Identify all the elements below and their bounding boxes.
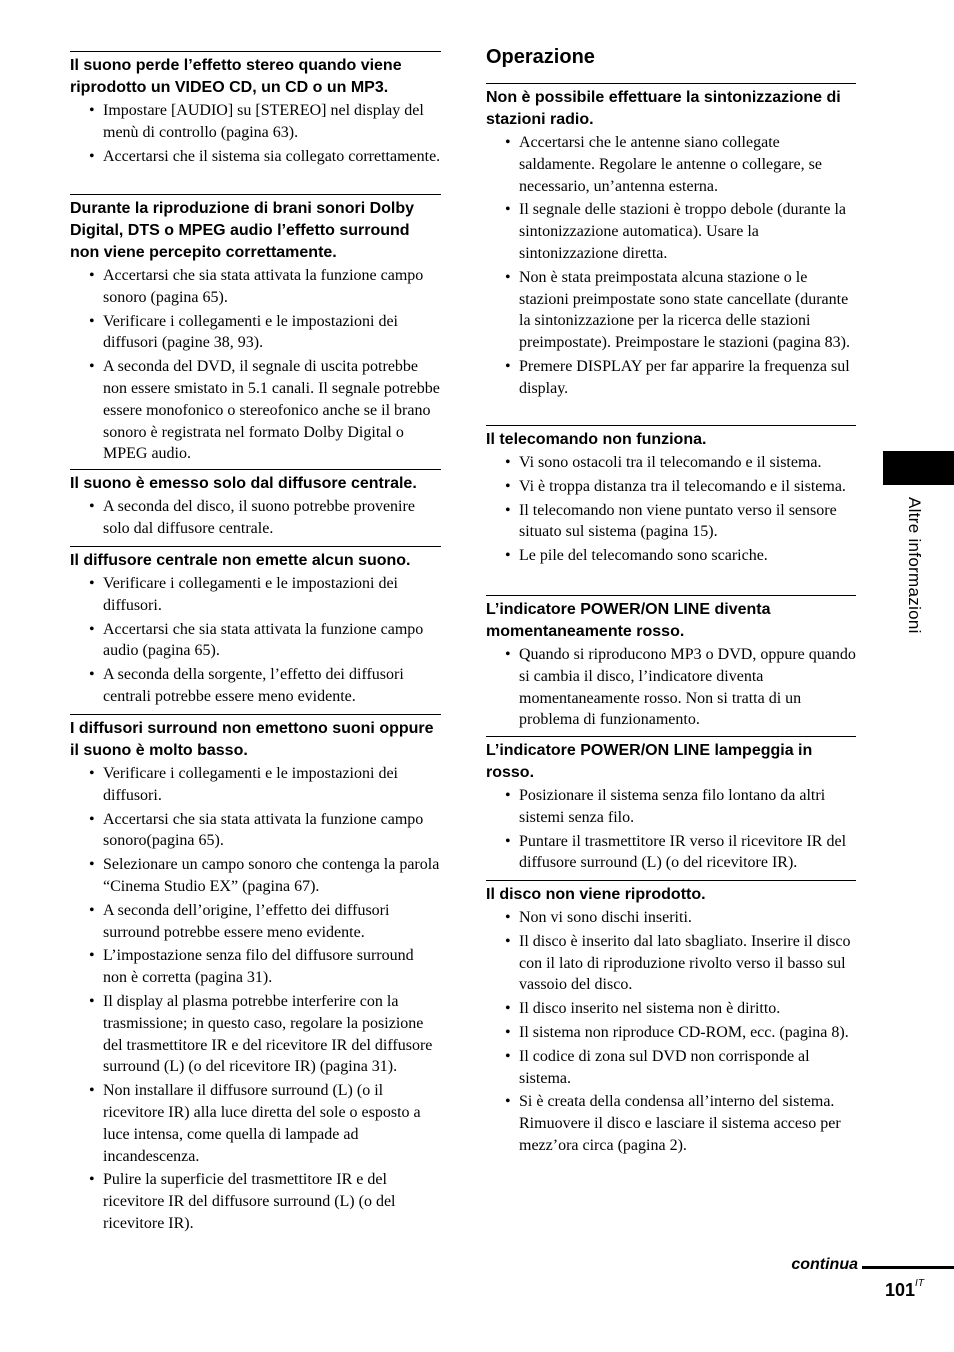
section-surround-silent (70, 714, 441, 1237)
list-item: • Le pile del telecomando sono scariche. (486, 545, 856, 567)
list-item: • Accertarsi che le antenne siano collegate saldamente. Regolare le antenne o collegare, se necessario, un’antenna esterna. (486, 132, 856, 197)
list-item: • Il disco è inserito dal lato sbagliato. Inserire il disco con il lato di riproduzione rivolto verso il basso sul vassoio del disco. (486, 931, 856, 996)
section-title: Non è possibile effettuare la sintonizzazione di stazioni radio. (486, 89, 841, 128)
list-item: • Il codice di zona sul DVD non corrisponde al sistema. (486, 1046, 856, 1090)
list-item: • A seconda dell’origine, l’effetto dei diffusori surround potrebbe essere meno evidente. (70, 900, 441, 944)
list-item: • L’impostazione senza filo del diffusore surround non è corretta (pagina 31). (70, 945, 441, 989)
list-item: • Il sistema non riproduce CD-ROM, ecc. (pagina 8). (486, 1022, 856, 1044)
section-indicator-red (486, 595, 856, 733)
list-item: • Il disco inserito nel sistema non è diritto. (486, 998, 856, 1020)
list-item: • Accertarsi che sia stata attivata la funzione campo sonoro (pagina 65). (70, 265, 441, 309)
list-item: • A seconda del DVD, il segnale di uscita potrebbe non essere smistato in 5.1 canali. Il segnale potrebbe essere monofonico o stereofonico anche se il brano sonoro è registrata nel formato Dolby Digital o MPEG audio. (70, 356, 441, 465)
list-item: • Accertarsi che sia stata attivata la funzione campo audio (pagina 65). (70, 619, 441, 663)
section-title: Il suono è emesso solo dal diffusore centrale. (70, 475, 417, 492)
section-center-only (70, 469, 441, 542)
section-indicator-blink (486, 736, 856, 876)
section-surround-dolby (70, 194, 441, 467)
section-title: Il diffusore centrale non emette alcun suono. (70, 552, 411, 569)
continued-label: continua (791, 1256, 858, 1273)
list-item: • Il display al plasma potrebbe interferire con la trasmissione; in questo caso, regolare la posizione del trasmettitore IR e del ricevitore IR del diffusore surround (L) (o del ricevitore IR) (pagina 31). (70, 991, 441, 1078)
side-tab-marker (883, 451, 954, 485)
list-item: • Puntare il trasmettitore IR verso il ricevitore IR del diffusore surround (L) (o del ricevitore IR). (486, 831, 856, 875)
list-item: • Pulire la superficie del trasmettitore IR e del ricevitore IR del diffusore surround (L) (o del ricevitore IR). (70, 1169, 441, 1234)
section-title: Il suono perde l’effetto stereo quando viene riprodotto un VIDEO CD, un CD o un MP3. (70, 57, 402, 96)
list-item: • Impostare [AUDIO] su [STEREO] nel display del menù di controllo (pagina 63). (70, 100, 441, 144)
list-item: • Vi è troppa distanza tra il telecomando e il sistema. (486, 476, 856, 498)
list-item: • Premere DISPLAY per far apparire la frequenza sul display. (486, 356, 856, 400)
list-item: • Il segnale delle stazioni è troppo debole (durante la sintonizzazione automatica). Usare la sintonizzazione diretta. (486, 199, 856, 264)
page-number (885, 1280, 924, 1301)
list-item: • Accertarsi che sia stata attivata la funzione campo sonoro(pagina 65). (70, 809, 441, 853)
section-center-silent (70, 546, 441, 710)
section-title: L’indicatore POWER/ON LINE lampeggia in rosso. (486, 742, 813, 781)
list-item: • A seconda del disco, il suono potrebbe provenire solo dal diffusore centrale. (70, 496, 441, 540)
list-item: • Verificare i collegamenti e le impostazioni dei diffusori. (70, 763, 441, 807)
page-heading: Operazione (486, 46, 595, 68)
list-item: • Non è stata preimpostata alcuna stazione o le stazioni preimpostate sono state cancellate (durante la sintonizzazione per la ricerca delle stazioni preimpostate). Preimpostare le stazioni (pagina 83). (486, 267, 856, 354)
list-item: • Selezionare un campo sonoro che contenga la parola “Cinema Studio EX” (pagina 67). (70, 854, 441, 898)
list-item: • Si è creata della condensa all’interno del sistema. Rimuovere il disco e lasciare il sistema acceso per mezz’ora circa (pagina 2). (486, 1091, 856, 1156)
list-item: • A seconda della sorgente, l’effetto dei diffusori centrali potrebbe essere meno evidente. (70, 664, 441, 708)
page-number-suffix: IT (915, 1278, 924, 1289)
continued-bar (862, 1266, 954, 1269)
list-item: • Verificare i collegamenti e le impostazioni dei diffusori (pagine 38, 93). (70, 311, 441, 355)
list-item: • Quando si riproducono MP3 o DVD, oppure quando si cambia il disco, l’indicatore diventa momentaneamente rosso. Non si tratta di un problema di funzionamento. (486, 644, 856, 731)
list-item: • Non vi sono dischi inseriti. (486, 907, 856, 929)
section-stereo (70, 51, 441, 169)
section-title: I diffusori surround non emettono suoni oppure il suono è molto basso. (70, 720, 434, 759)
list-item: • Non installare il diffusore surround (L) (o il ricevitore IR) alla luce diretta del sole o esposto a luce intensa, come quella di lampade ad incandescenza. (70, 1080, 441, 1167)
section-disc (486, 880, 856, 1159)
side-section-label: Altre informazioni (905, 497, 924, 634)
list-item: • Accertarsi che il sistema sia collegato correttamente. (70, 146, 441, 168)
section-title: Durante la riproduzione di brani sonori Dolby Digital, DTS o MPEG audio l’effetto surround non viene percepito correttamente. (70, 200, 415, 261)
section-title: Il telecomando non funziona. (486, 431, 707, 448)
list-item: • Posizionare il sistema senza filo lontano da altri sistemi senza filo. (486, 785, 856, 829)
list-item: • Verificare i collegamenti e le impostazioni dei diffusori. (70, 573, 441, 617)
page-number-value: 101 (885, 1280, 916, 1300)
section-remote (486, 425, 856, 569)
section-radio (486, 83, 856, 402)
section-title: Il disco non viene riprodotto. (486, 886, 706, 903)
section-title: L’indicatore POWER/ON LINE diventa momentaneamente rosso. (486, 601, 771, 640)
list-item: • Il telecomando non viene puntato verso il sensore situato sul sistema (pagina 15). (486, 500, 856, 544)
list-item: • Vi sono ostacoli tra il telecomando e il sistema. (486, 452, 856, 474)
